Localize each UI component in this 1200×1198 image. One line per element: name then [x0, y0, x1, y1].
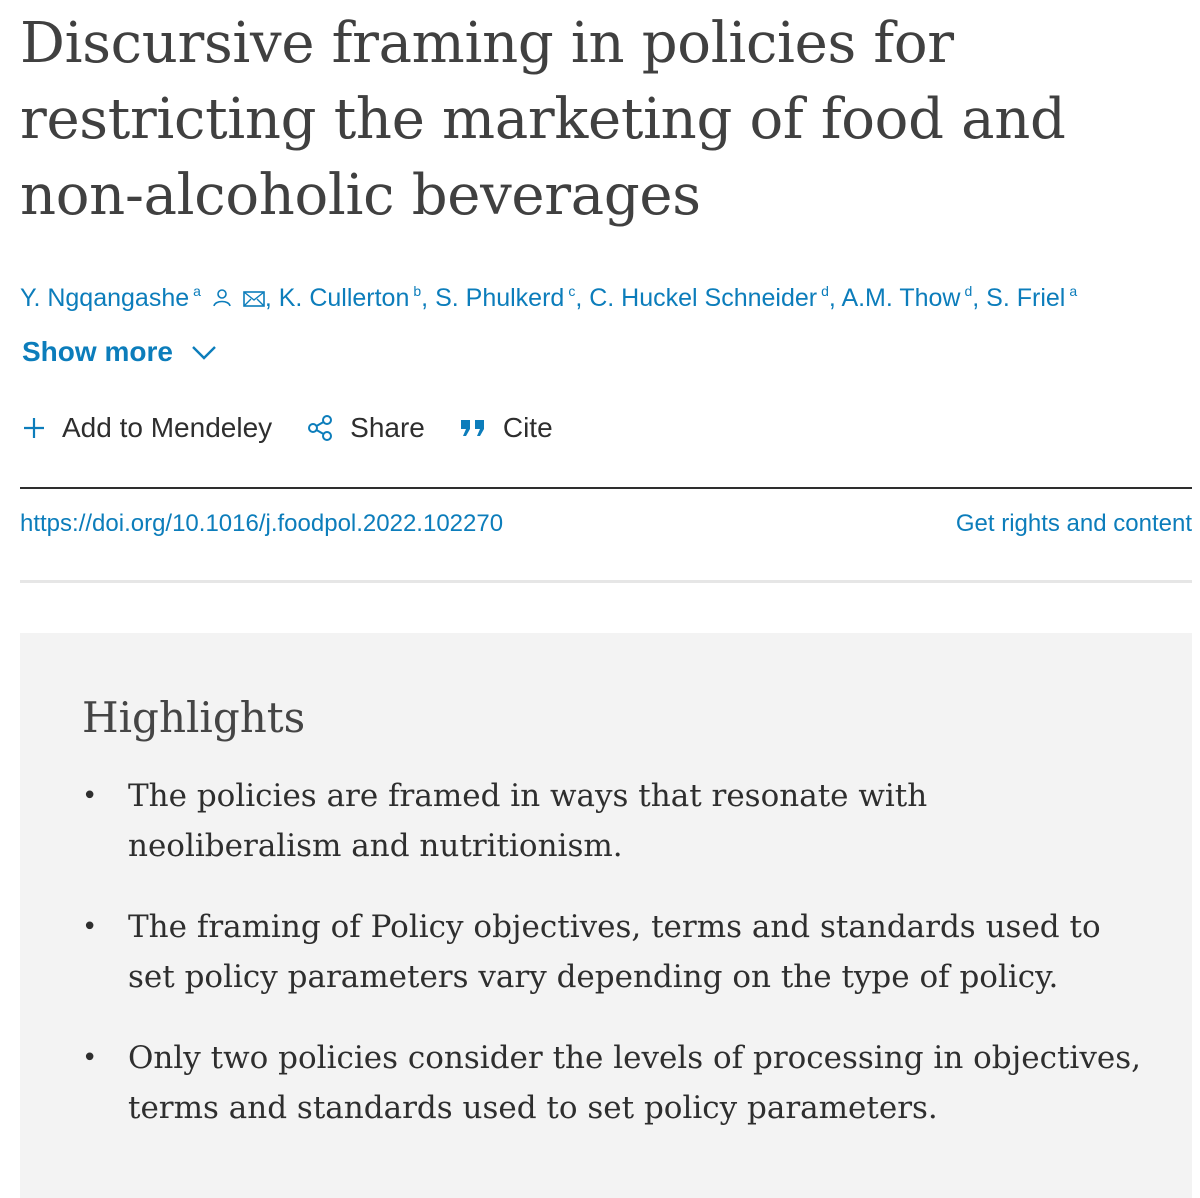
- author-link[interactable]: Y. Ngqangashe $^a$: [20, 283, 201, 312]
- add-to-mendeley-label: Add to Mendeley: [62, 412, 273, 443]
- divider: [20, 487, 1192, 489]
- article-title: Discursive framing in policies for restricting the marketing of food and non-alcoholic beverages: [20, 11, 1066, 228]
- author-list: Y. Ngqangashe $^a$ , K. Cullerton $^b$, S. Phulkerd $^c$, C. Huckel Schneider $^d$, A.M. Thow $^d$, S. Friel $^a$: [20, 283, 1078, 312]
- highlights-title: Highlights: [82, 693, 306, 742]
- share-label: Share: [350, 412, 425, 443]
- highlights-section: [20, 633, 1192, 1198]
- author-link[interactable]: C. Huckel Schneider $^d$: [589, 283, 829, 312]
- bullet-icon: •: [82, 912, 98, 942]
- author-link[interactable]: K. Cullerton $^b$: [278, 283, 422, 312]
- bullet-icon: •: [82, 781, 98, 811]
- author-link[interactable]: A.M. Thow $^d$: [841, 283, 973, 312]
- list-item: • The policies are framed in ways that resonate with neoliberalism and nutritionism.: [82, 771, 1142, 871]
- get-rights-link[interactable]: Get rights and content: [955, 510, 1192, 537]
- article-toolbar: [22, 412, 553, 444]
- envelope-icon[interactable]: [243, 290, 265, 308]
- person-icon[interactable]: [212, 288, 232, 308]
- show-more-label: Show more: [22, 336, 173, 367]
- chevron-down-icon: [191, 344, 217, 360]
- highlights-list: [82, 771, 1142, 1164]
- quote-icon: [459, 416, 487, 440]
- cite-button[interactable]: [459, 412, 553, 444]
- author-link[interactable]: S. Phulkerd $^c$: [435, 283, 576, 312]
- list-item: • The framing of Policy objectives, terms and standards used to set policy parameters vary depending on the type of policy.: [82, 902, 1142, 1002]
- list-item: • Only two policies consider the levels of processing in objectives, terms and standards used to set policy parameters.: [82, 1033, 1142, 1133]
- share-icon: [306, 414, 334, 442]
- share-button[interactable]: [306, 412, 425, 444]
- divider: [20, 580, 1192, 583]
- doi-link[interactable]: https://doi.org/10.1016/j.foodpol.2022.102270: [20, 510, 504, 537]
- add-to-mendeley-button[interactable]: [22, 412, 272, 444]
- cite-label: Cite: [502, 412, 553, 443]
- plus-icon: [22, 416, 46, 440]
- show-more-button[interactable]: [22, 336, 217, 368]
- bullet-icon: •: [82, 1043, 98, 1073]
- author-link[interactable]: S. Friel $^a$: [986, 283, 1078, 312]
